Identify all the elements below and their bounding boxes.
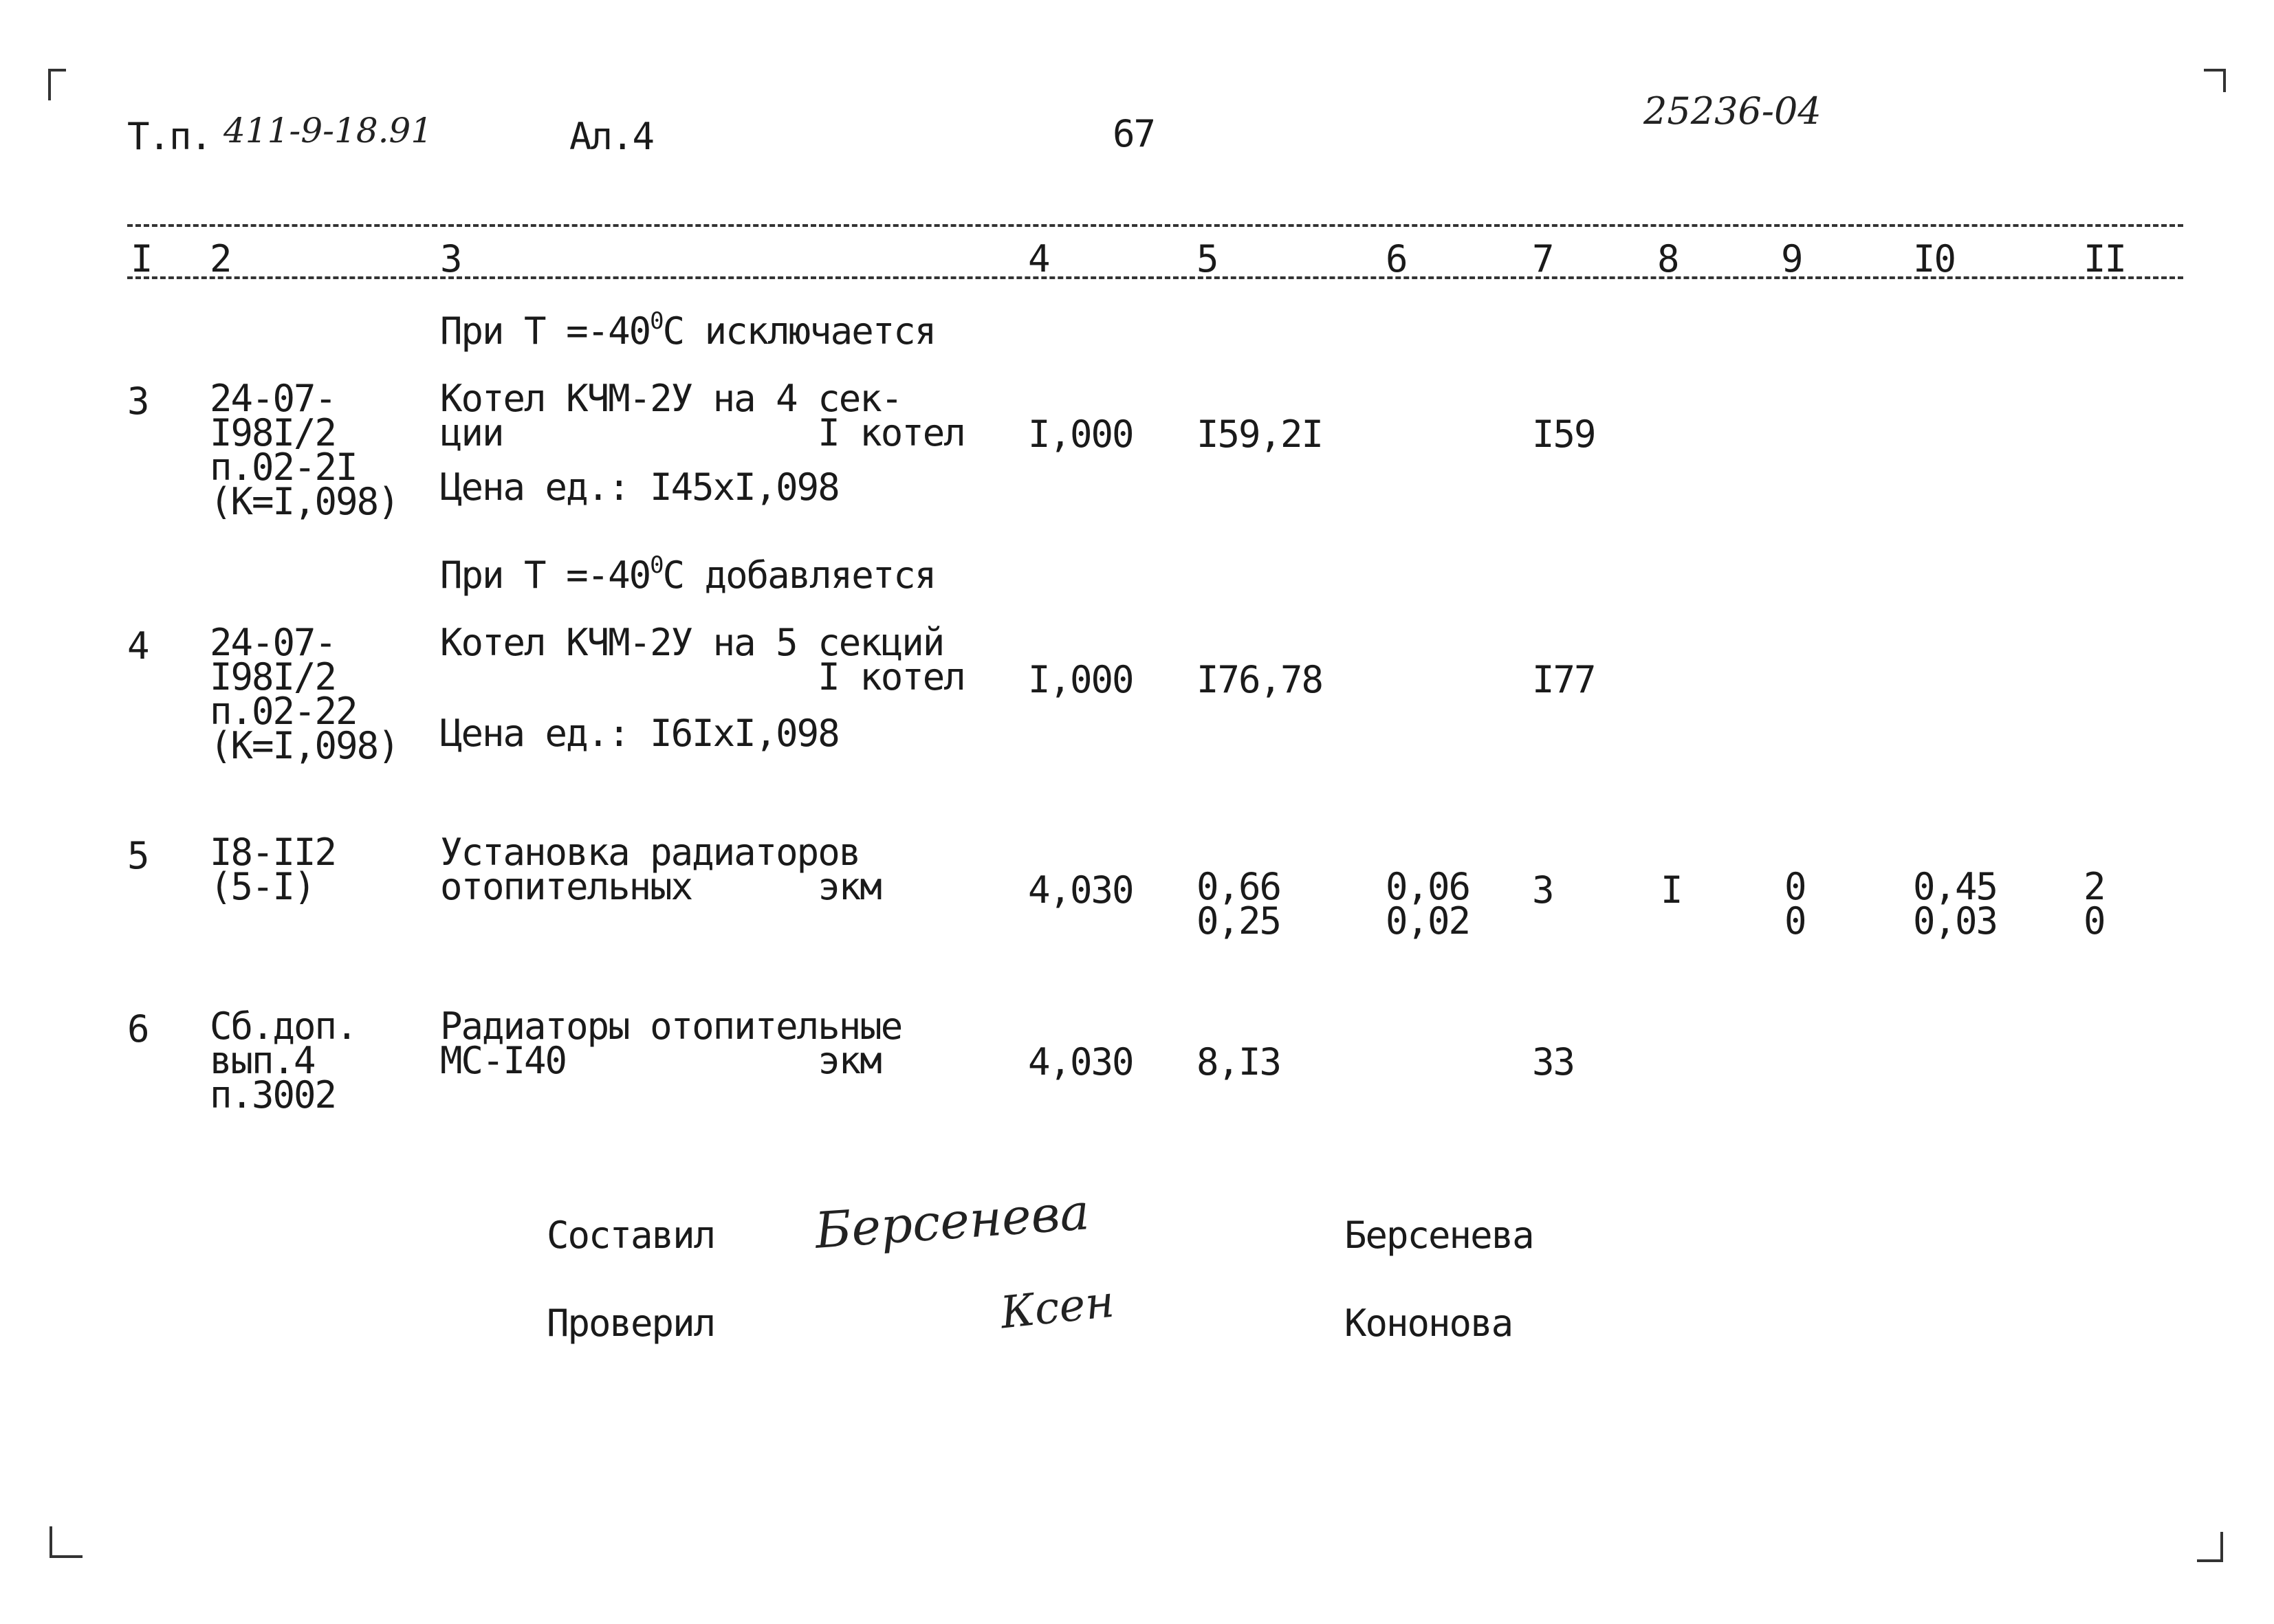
row-number: 6 [127, 1007, 149, 1051]
wage-cost: 0,06 0,02 [1386, 865, 1470, 943]
column-header: 9 [1781, 237, 1802, 281]
corner-mark-top-left [48, 69, 66, 100]
row-number: 5 [127, 834, 149, 877]
table-rule-top [127, 224, 2183, 227]
unit-cost: I76,78 [1196, 658, 1323, 701]
total-cost: 3 [1532, 868, 1553, 912]
unit-price: Цена ед.: I6IхI,098 [440, 712, 839, 755]
column-header: 2 [210, 237, 231, 281]
compiled-label: Составил [547, 1214, 715, 1257]
compiled-name: Берсенева [1344, 1214, 1533, 1257]
row-number: 4 [127, 624, 149, 668]
unit-price: Цена ед.: I45хI,098 [440, 465, 839, 509]
note-added: При $Т =-40^0С$ добавляется [440, 551, 936, 597]
quantity: 4,030 [1028, 868, 1133, 912]
checked-signature: Ксен [998, 1276, 1117, 1339]
checked-name: Кононова [1344, 1302, 1513, 1345]
column-header: II [2084, 237, 2126, 281]
total-cost: I59 [1532, 413, 1595, 456]
item-description: Установка радиаторов отопительных экм [440, 831, 881, 908]
unit-cost: 0,66 0,25 [1196, 865, 1281, 943]
album-label: Ал.4 [569, 115, 654, 158]
item-description: Радиаторы отопительные МС-I40 экм [440, 1005, 902, 1082]
archive-stamp: 25236-04 [1643, 89, 1822, 133]
column-header: 5 [1196, 237, 1218, 281]
total-cost: 33 [1532, 1040, 1575, 1084]
column-8-value: I [1661, 868, 1682, 912]
table-rule-bottom [127, 276, 2183, 279]
corner-mark-bottom-left [50, 1526, 83, 1558]
checked-label: Проверил [547, 1302, 715, 1345]
note-excluded: При $Т =-40^0С$ исключается [440, 307, 936, 353]
column-header: 7 [1532, 237, 1553, 281]
column-10-value: 0,45 0,03 [1913, 865, 1998, 943]
column-header: 6 [1386, 237, 1407, 281]
norm-code: 24-07- I98I/2 п.02-2I (К=I,098) [210, 377, 399, 523]
column-11-value: 2 0 [2084, 865, 2105, 943]
total-cost: I77 [1532, 658, 1595, 701]
norm-code: 24-07- I98I/2 п.02-22 (К=I,098) [210, 621, 399, 767]
quantity: I,000 [1028, 413, 1133, 456]
column-header: I0 [1913, 237, 1956, 281]
column-header: I [131, 237, 152, 281]
corner-mark-bottom-right [2197, 1532, 2223, 1562]
item-description: Котел КЧМ-2У на 4 сек- ции I котел [440, 377, 965, 454]
unit-cost: 8,I3 [1196, 1040, 1281, 1084]
quantity: 4,030 [1028, 1040, 1133, 1084]
page-number: 67 [1113, 112, 1155, 155]
unit-cost: I59,2I [1196, 413, 1323, 456]
corner-mark-top-right [2204, 69, 2226, 92]
item-description: Котел КЧМ-2У на 5 секций I котел [440, 621, 965, 699]
column-header: 8 [1657, 237, 1679, 281]
row-number: 3 [127, 380, 149, 423]
norm-code: Сб.доп. вып.4 п.3002 [210, 1005, 357, 1117]
column-header: 4 [1028, 237, 1049, 281]
compiled-signature: Берсенева [813, 1183, 1091, 1260]
doc-label: Т.п. [127, 115, 212, 158]
column-9-value: 0 0 [1784, 865, 1806, 943]
quantity: I,000 [1028, 658, 1133, 701]
doc-number: 411-9-18.91 [223, 111, 433, 151]
column-header: 3 [440, 237, 461, 281]
norm-code: I8-II2 (5-I) [210, 831, 336, 908]
